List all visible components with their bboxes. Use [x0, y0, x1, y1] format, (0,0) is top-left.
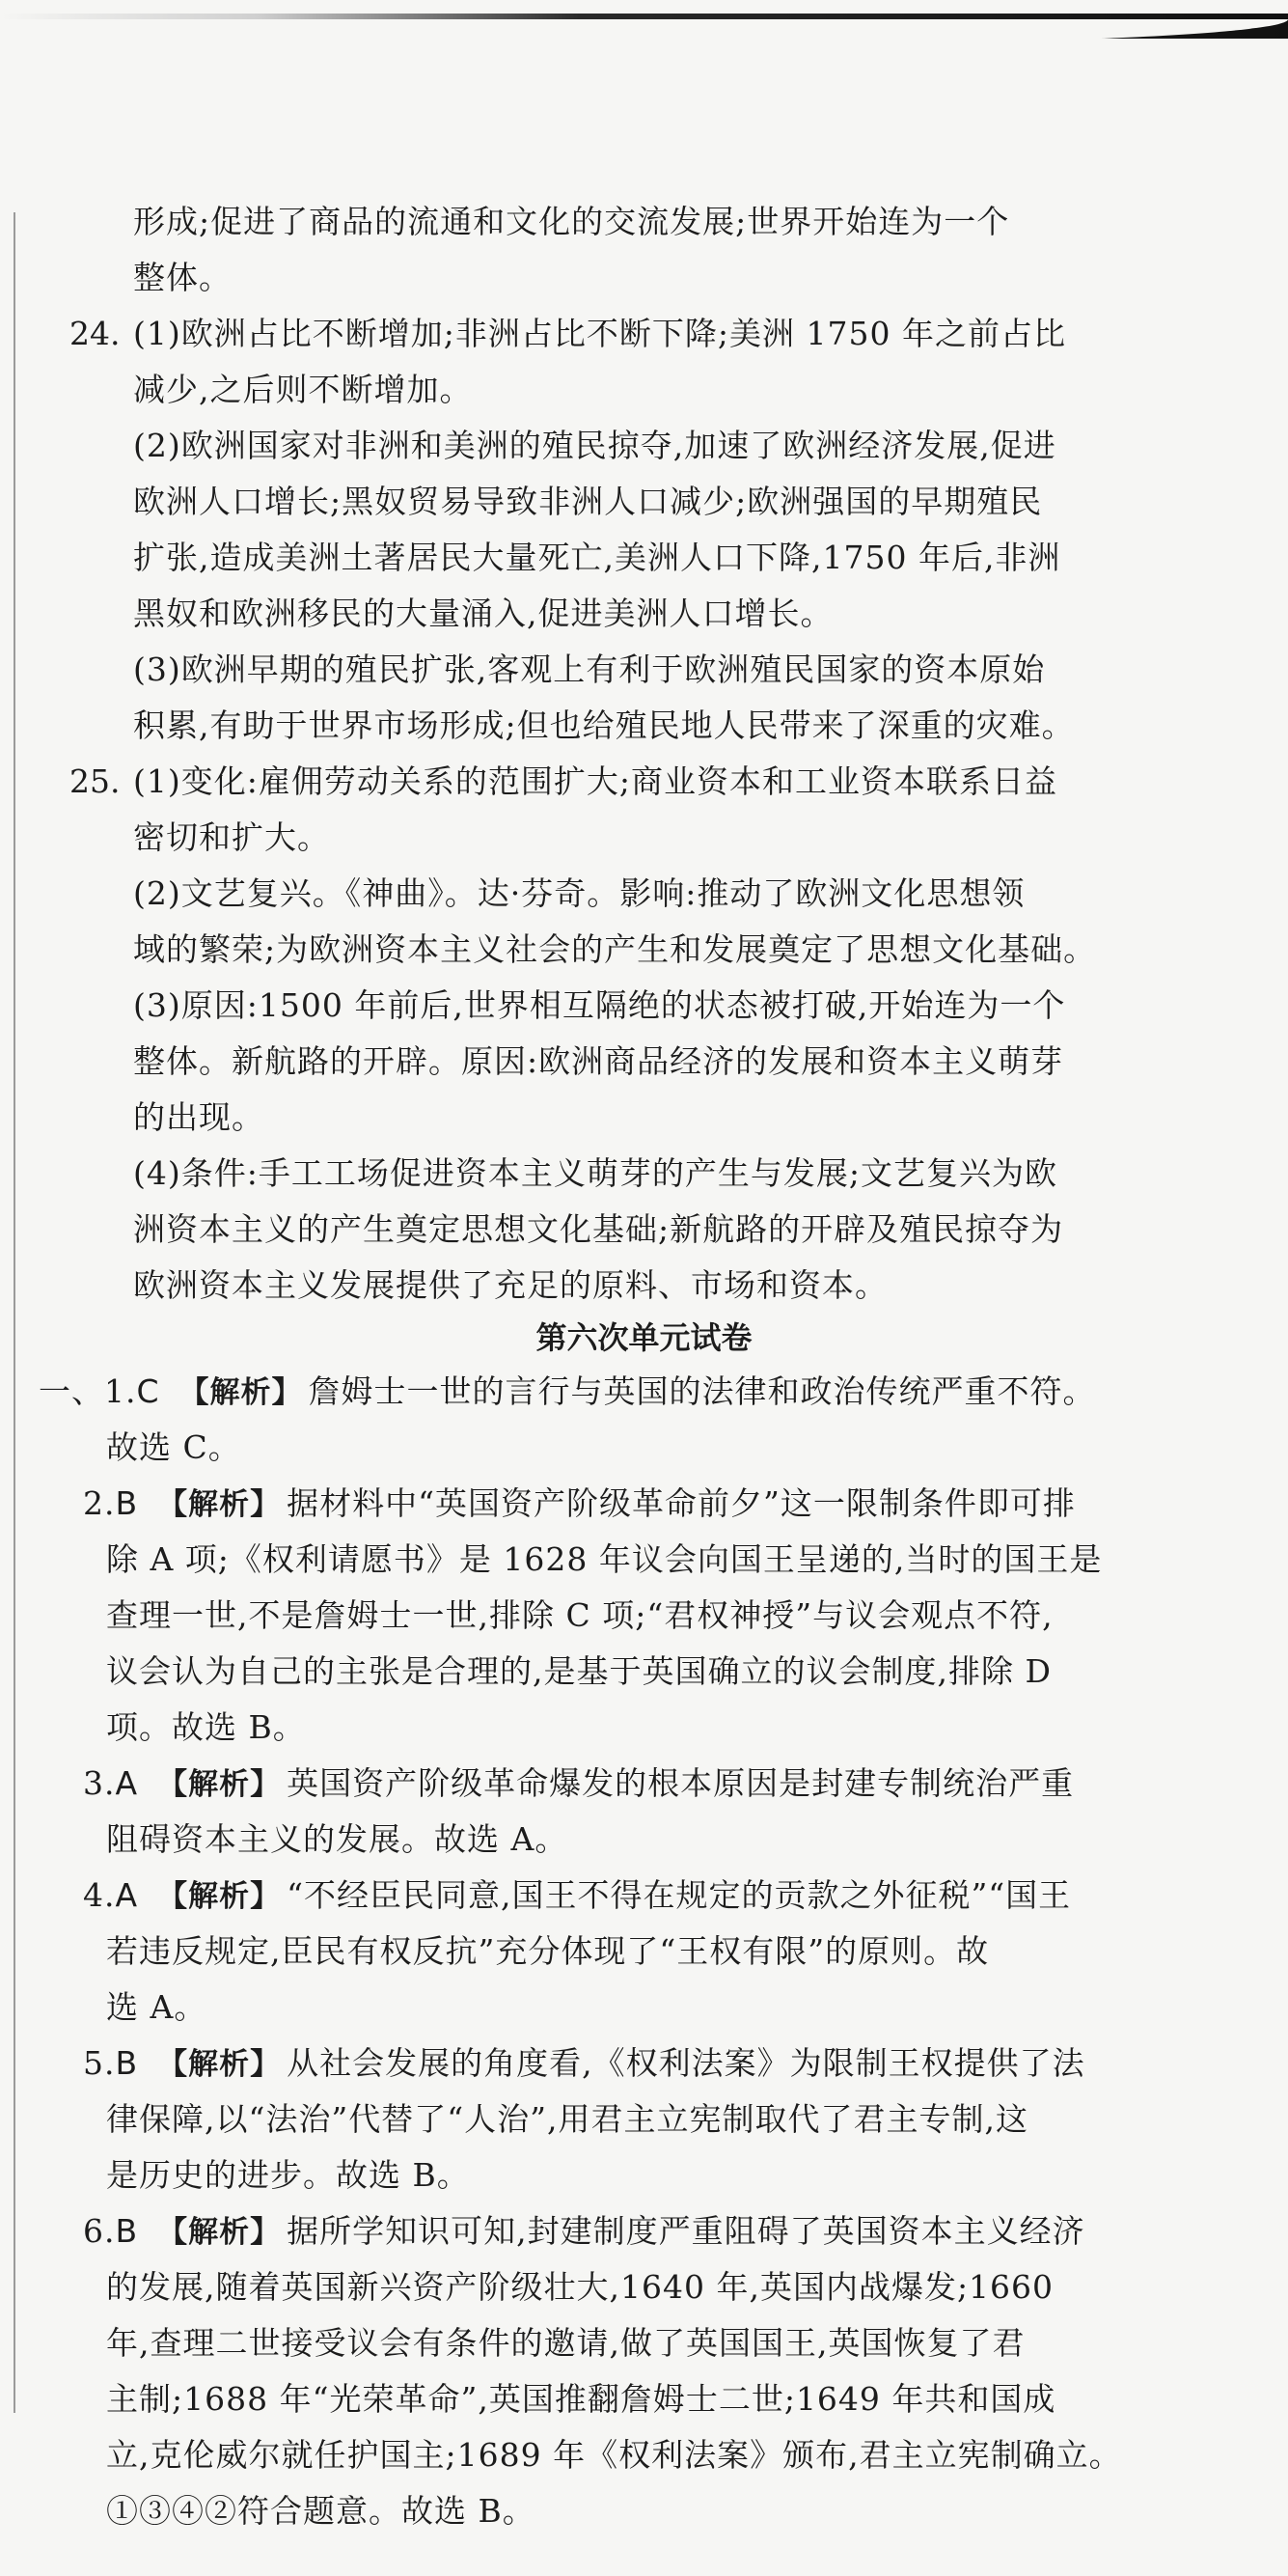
analysis-text: 詹姆士一世的言行与英国的法律和政治传统严重不符。 — [308, 1372, 1096, 1410]
answer-line: 故选 C。 — [106, 1428, 241, 1466]
answer-line: 欧洲资本主义发展提供了充足的原料、市场和资本。 — [133, 1266, 888, 1304]
answer-choice: C — [136, 1372, 160, 1410]
answer-line: 若违反规定,臣民有权反抗”充分体现了“王权有限”的原则。故 — [106, 1932, 990, 1970]
section-title: 第六次单元试卷 — [535, 1319, 753, 1356]
question-number: 5. — [83, 2044, 116, 2082]
mc-answer-row — [83, 2212, 1085, 2252]
answer-line: 主制;1688 年“光荣革命”,英国推翻詹姆士二世;1649 年共和国成 — [106, 2380, 1056, 2418]
answer-line: ①③④②符合题意。故选 B。 — [106, 2492, 535, 2530]
question-number: 2. — [83, 1484, 116, 1522]
analysis-text: 据材料中“英国资产阶级革命前夕”这一限制条件即可排 — [287, 1484, 1076, 1522]
answer-choice: B — [115, 2212, 139, 2250]
answer-line: 的出现。 — [133, 1098, 264, 1136]
answer-line: 议会认为自己的主张是合理的,是基于英国确立的议会制度,排除 D — [106, 1652, 1052, 1690]
answer-line: 选 A。 — [106, 1988, 207, 2026]
question-number: 6. — [83, 2212, 116, 2250]
answer-line: 除 A 项;《权利请愿书》是 1628 年议会向国王呈递的,当时的国王是 — [106, 1540, 1103, 1578]
mc-answer-row — [83, 1484, 1076, 1524]
answer-line: (2)欧洲国家对非洲和美洲的殖民掠夺,加速了欧洲经济发展,促进 — [133, 427, 1056, 464]
analysis-text: 据所学知识可知,封建制度严重阻碍了英国资本主义经济 — [287, 2212, 1085, 2250]
answer-line: 欧洲人口增长;黑奴贸易导致非洲人口减少;欧洲强国的早期殖民 — [133, 483, 1043, 520]
continuation-line: 整体。 — [133, 259, 232, 296]
mc-answer-row — [39, 1372, 1096, 1412]
answer-line: 洲资本主义的产生奠定思想文化基础;新航路的开辟及殖民掠夺为 — [133, 1210, 1064, 1248]
answer-choice: B — [115, 1484, 139, 1522]
answer-line: 黑奴和欧洲移民的大量涌入,促进美洲人口增长。 — [133, 595, 834, 632]
analysis-tag: 【解析】 — [157, 2047, 282, 2082]
answer-line: 域的繁荣;为欧洲资本主义社会的产生和发展奠定了思想文化基础。 — [133, 930, 1097, 968]
answer-line: 减少,之后则不断增加。 — [133, 371, 473, 408]
question-number: 24. — [69, 315, 121, 352]
analysis-tag: 【解析】 — [157, 1767, 282, 1802]
mc-answer-row — [83, 1764, 1074, 1804]
answer-line: 是历史的进步。故选 B。 — [106, 2156, 470, 2194]
answer-line: 年,查理二世接受议会有条件的邀请,做了英国国王,英国恢复了君 — [106, 2324, 1026, 2362]
answer-line: 立,克伦威尔就任护国主;1689 年《权利法案》颁布,君主立宪制确立。 — [106, 2436, 1122, 2474]
answer-choice: B — [115, 2044, 139, 2082]
answer-choice: A — [115, 1876, 139, 1914]
answer-line: 积累,有助于世界市场形成;但也给殖民地人民带来了深重的灾难。 — [133, 706, 1075, 744]
mc-answer-row — [83, 2044, 1085, 2084]
answer-line: 的发展,随着英国新兴资产阶级壮大,1640 年,英国内战爆发;1660 — [106, 2268, 1055, 2306]
answer-line: (4)条件:手工工场促进资本主义萌芽的产生与发展;文艺复兴为欧 — [133, 1154, 1057, 1192]
analysis-tag: 【解析】 — [157, 1879, 282, 1914]
answer-choice: A — [115, 1764, 139, 1802]
question-number: 3. — [83, 1764, 116, 1802]
answer-line: (1)变化:雇佣劳动关系的范围扩大;商业资本和工业资本联系日益 — [133, 762, 1057, 800]
analysis-tag: 【解析】 — [157, 2215, 282, 2250]
analysis-text: 英国资产阶级革命爆发的根本原因是封建专制统治严重 — [287, 1764, 1075, 1802]
page-left-border — [14, 212, 15, 2413]
question-number: 4. — [83, 1876, 116, 1914]
answer-line: (2)文艺复兴。《神曲》。达·芬奇。影响:推动了欧洲文化思想领 — [133, 874, 1026, 912]
answer-line: 扩张,造成美洲土著居民大量死亡,美洲人口下降,1750 年后,非洲 — [133, 539, 1061, 576]
answer-line: 查理一世,不是詹姆士一世,排除 C 项;“君权神授”与议会观点不符, — [106, 1596, 1054, 1634]
analysis-tag: 【解析】 — [178, 1375, 303, 1410]
answer-line: (3)欧洲早期的殖民扩张,客观上有利于欧洲殖民国家的资本原始 — [133, 651, 1046, 688]
answer-line: 律保障,以“法治”代替了“人治”,用君主立宪制取代了君主专制,这 — [106, 2100, 1028, 2138]
scan-top-edge-mask — [0, 19, 1288, 44]
answer-line: (3)原因:1500 年前后,世界相互隔绝的状态被打破,开始连为一个 — [133, 986, 1066, 1024]
analysis-text: “不经臣民同意,国王不得在规定的贡款之外征税”“国王 — [287, 1876, 1072, 1914]
continuation-line: 形成;促进了商品的流通和文化的交流发展;世界开始连为一个 — [133, 203, 1010, 240]
question-number: 25. — [69, 762, 121, 800]
answer-line: 整体。新航路的开辟。原因:欧洲商品经济的发展和资本主义萌芽 — [133, 1042, 1064, 1080]
answer-line: 阻碍资本主义的发展。故选 A。 — [106, 1820, 568, 1858]
mc-answer-row — [83, 1876, 1071, 1916]
question-number: 一、1. — [39, 1372, 137, 1410]
analysis-tag: 【解析】 — [157, 1487, 282, 1522]
answer-line: 密切和扩大。 — [133, 818, 330, 856]
answer-line: 项。故选 B。 — [106, 1708, 306, 1746]
analysis-text: 从社会发展的角度看,《权利法案》为限制王权提供了法 — [287, 2044, 1085, 2082]
answer-line: (1)欧洲占比不断增加;非洲占比不断下降;美洲 1750 年之前占比 — [133, 315, 1066, 352]
